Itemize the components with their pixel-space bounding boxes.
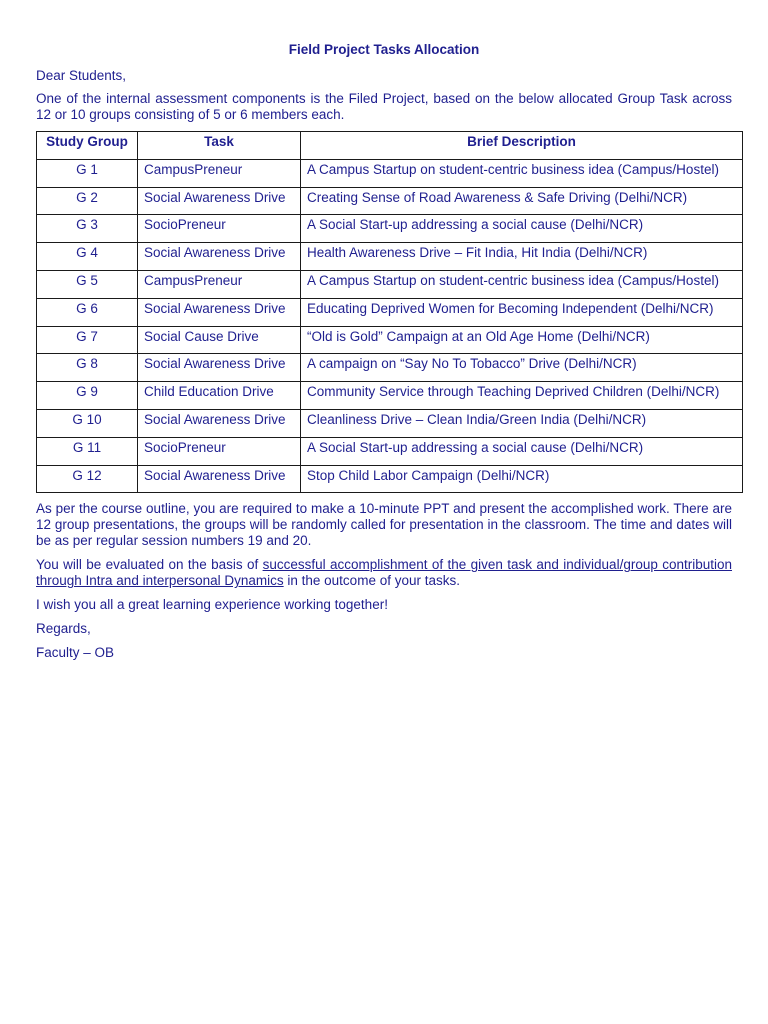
description-cell: Community Service through Teaching Deprived Children (Delhi/NCR) bbox=[301, 382, 743, 410]
description-cell: Educating Deprived Women for Becoming Independent (Delhi/NCR) bbox=[301, 298, 743, 326]
header-task: Task bbox=[138, 132, 301, 160]
task-allocation-table bbox=[36, 131, 743, 493]
table-row bbox=[37, 270, 743, 298]
description-cell: Health Awareness Drive – Fit India, Hit India (Delhi/NCR) bbox=[301, 243, 743, 271]
description-cell: Stop Child Labor Campaign (Delhi/NCR) bbox=[301, 465, 743, 493]
table-row bbox=[37, 437, 743, 465]
task-cell: Social Awareness Drive bbox=[138, 465, 301, 493]
table-row bbox=[37, 187, 743, 215]
outline-paragraph: As per the course outline, you are required to make a 10-minute PPT and present the accomplished work. There are 12 group presentations, the groups will be randomly called for presentation in the classroom. The time and dates will be as per regular session numbers 19 and 20. bbox=[36, 501, 732, 549]
table-row bbox=[37, 215, 743, 243]
table-header-row bbox=[37, 132, 743, 160]
table-row bbox=[37, 159, 743, 187]
table-row bbox=[37, 354, 743, 382]
header-brief-description: Brief Description bbox=[301, 132, 743, 160]
group-cell: G 7 bbox=[37, 326, 138, 354]
task-cell: SocioPreneur bbox=[138, 215, 301, 243]
description-cell: “Old is Gold” Campaign at an Old Age Home (Delhi/NCR) bbox=[301, 326, 743, 354]
table-row bbox=[37, 465, 743, 493]
task-cell: Social Awareness Drive bbox=[138, 298, 301, 326]
table-row bbox=[37, 298, 743, 326]
group-cell: G 12 bbox=[37, 465, 138, 493]
description-cell: A campaign on “Say No To Tobacco” Drive (Delhi/NCR) bbox=[301, 354, 743, 382]
document-page bbox=[36, 42, 732, 669]
task-cell: CampusPreneur bbox=[138, 159, 301, 187]
closing-wish: I wish you all a great learning experience working together! bbox=[36, 597, 388, 613]
evaluation-suffix: in the outcome of your tasks. bbox=[283, 573, 460, 589]
description-cell: A Social Start-up addressing a social cause (Delhi/NCR) bbox=[301, 215, 743, 243]
group-cell: G 10 bbox=[37, 409, 138, 437]
task-cell: Social Awareness Drive bbox=[138, 354, 301, 382]
salutation: Dear Students, bbox=[36, 68, 127, 83]
intro-paragraph: One of the internal assessment components is the Filed Project, based on the below allocated Group Task across 12 or 10 groups consisting of 5 or 6 members each. bbox=[36, 91, 732, 122]
document-title: Field Project Tasks Allocation bbox=[288, 42, 480, 57]
group-cell: G 9 bbox=[37, 382, 138, 410]
group-cell: G 4 bbox=[37, 243, 138, 271]
task-cell: CampusPreneur bbox=[138, 270, 301, 298]
task-cell: Social Awareness Drive bbox=[138, 243, 301, 271]
task-cell: Social Cause Drive bbox=[138, 326, 301, 354]
evaluation-paragraph bbox=[36, 557, 732, 589]
table-row bbox=[37, 409, 743, 437]
table-row bbox=[37, 243, 743, 271]
table-row bbox=[37, 326, 743, 354]
task-cell: SocioPreneur bbox=[138, 437, 301, 465]
group-cell: G 6 bbox=[37, 298, 138, 326]
description-cell: Creating Sense of Road Awareness & Safe Driving (Delhi/NCR) bbox=[301, 187, 743, 215]
group-cell: G 8 bbox=[37, 354, 138, 382]
signature: Faculty – OB bbox=[36, 645, 115, 661]
description-cell: A Social Start-up addressing a social cause (Delhi/NCR) bbox=[301, 437, 743, 465]
description-cell: A Campus Startup on student-centric business idea (Campus/Hostel) bbox=[301, 270, 743, 298]
description-cell: A Campus Startup on student-centric business idea (Campus/Hostel) bbox=[301, 159, 743, 187]
header-study-group: Study Group bbox=[37, 132, 138, 160]
task-cell: Social Awareness Drive bbox=[138, 187, 301, 215]
group-cell: G 11 bbox=[37, 437, 138, 465]
description-cell: Cleanliness Drive – Clean India/Green India (Delhi/NCR) bbox=[301, 409, 743, 437]
evaluation-prefix: You will be evaluated on the basis of bbox=[36, 557, 263, 573]
evaluation-criteria: successful accomplishment of the given task and individual/group contribution through Intra and interpersonal Dynamics bbox=[36, 557, 733, 589]
task-cell: Child Education Drive bbox=[138, 382, 301, 410]
group-cell: G 3 bbox=[37, 215, 138, 243]
group-cell: G 5 bbox=[37, 270, 138, 298]
group-cell: G 2 bbox=[37, 187, 138, 215]
regards: Regards, bbox=[36, 621, 91, 637]
table-row bbox=[37, 382, 743, 410]
group-cell: G 1 bbox=[37, 159, 138, 187]
task-cell: Social Awareness Drive bbox=[138, 409, 301, 437]
